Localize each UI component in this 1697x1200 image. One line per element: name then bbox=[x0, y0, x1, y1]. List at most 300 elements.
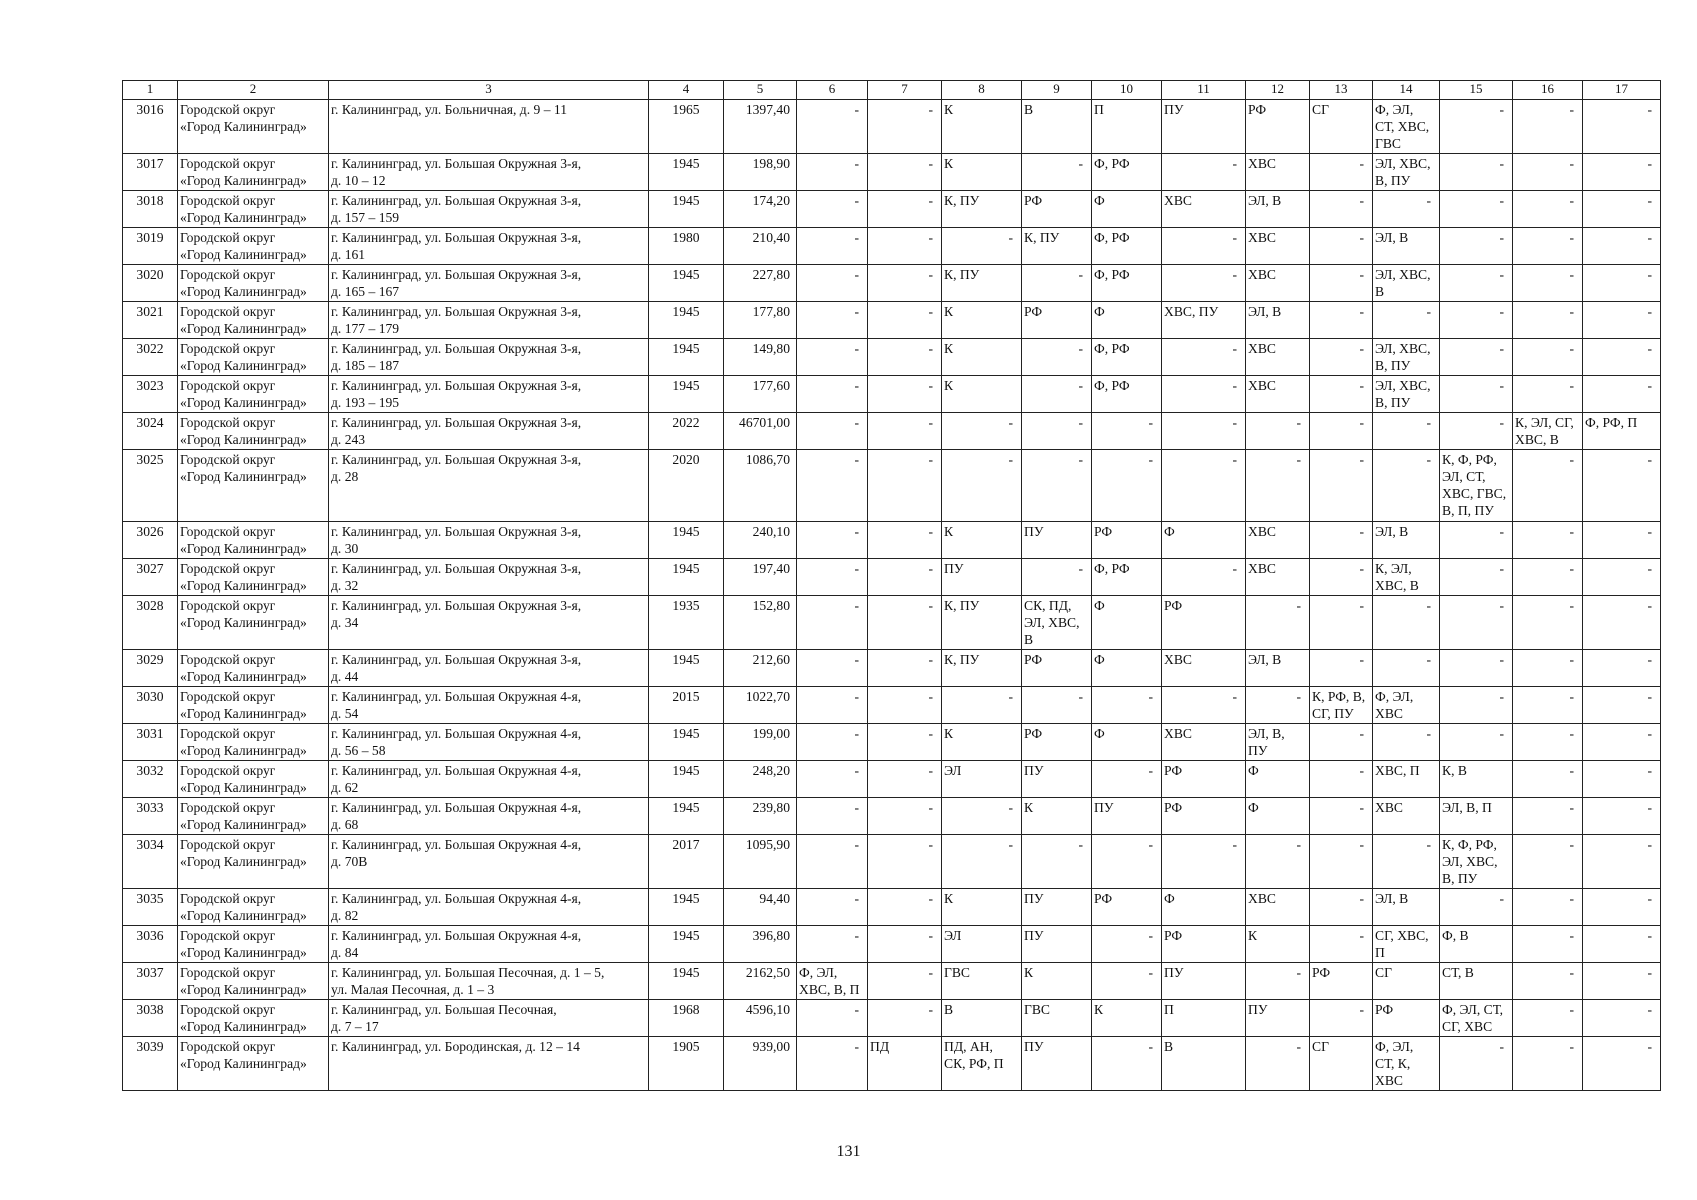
table-cell: ХВС bbox=[1246, 889, 1310, 926]
table-cell: ПУ bbox=[1092, 798, 1162, 835]
table-cell: 3017 bbox=[123, 154, 178, 191]
table-cell: ПД, АН, СК, РФ, П bbox=[942, 1037, 1022, 1091]
table-cell: ХВС bbox=[1373, 798, 1440, 835]
table-cell: К bbox=[942, 302, 1022, 339]
table-cell: - bbox=[797, 798, 868, 835]
table-cell: - bbox=[1092, 687, 1162, 724]
table-cell: - bbox=[1022, 450, 1092, 522]
table-cell: - bbox=[868, 413, 942, 450]
table-cell: Ф, РФ bbox=[1092, 265, 1162, 302]
table-cell: Городской округ «Город Калининград» bbox=[178, 596, 329, 650]
table-row bbox=[123, 798, 1661, 835]
table-cell: Ф, ЭЛ, СТ, К, ХВС bbox=[1373, 1037, 1440, 1091]
table-cell: - bbox=[1246, 596, 1310, 650]
table-cell: - bbox=[797, 724, 868, 761]
table-cell: 1945 bbox=[649, 926, 724, 963]
table-cell: - bbox=[868, 302, 942, 339]
table-cell: 3035 bbox=[123, 889, 178, 926]
table-cell: К bbox=[942, 376, 1022, 413]
table-cell: - bbox=[1373, 650, 1440, 687]
table-cell: 199,00 bbox=[724, 724, 797, 761]
table-cell: - bbox=[1583, 926, 1661, 963]
column-header: 9 bbox=[1022, 81, 1092, 100]
table-cell: К, ПУ bbox=[942, 265, 1022, 302]
table-cell: 3025 bbox=[123, 450, 178, 522]
table-cell: г. Калининград, ул. Большая Окружная 3-я, д. 10 – 12 bbox=[329, 154, 649, 191]
table-cell: - bbox=[1022, 154, 1092, 191]
table-cell: 152,80 bbox=[724, 596, 797, 650]
table-cell: 1086,70 bbox=[724, 450, 797, 522]
table-cell: СГ, ХВС, П bbox=[1373, 926, 1440, 963]
table-cell: Городской округ «Город Калининград» bbox=[178, 650, 329, 687]
column-header: 12 bbox=[1246, 81, 1310, 100]
table-cell: - bbox=[868, 339, 942, 376]
table-cell: 4596,10 bbox=[724, 1000, 797, 1037]
table-cell: 2022 bbox=[649, 413, 724, 450]
table-cell: - bbox=[868, 228, 942, 265]
table-cell: - bbox=[868, 761, 942, 798]
table-cell: - bbox=[1583, 650, 1661, 687]
table-cell: - bbox=[1246, 687, 1310, 724]
table-cell: 1945 bbox=[649, 191, 724, 228]
table-cell: г. Калининград, ул. Большая Окружная 3-я, д. 44 bbox=[329, 650, 649, 687]
table-cell: Ф bbox=[1092, 650, 1162, 687]
table-cell: Городской округ «Город Калининград» bbox=[178, 450, 329, 522]
table-cell: - bbox=[1513, 376, 1583, 413]
table-cell: Городской округ «Город Калининград» bbox=[178, 413, 329, 450]
table-cell: - bbox=[1513, 265, 1583, 302]
table-cell: 3038 bbox=[123, 1000, 178, 1037]
table-cell: Городской округ «Город Калининград» bbox=[178, 228, 329, 265]
table-row bbox=[123, 265, 1661, 302]
table-cell: 2017 bbox=[649, 835, 724, 889]
table-cell: К, ПУ bbox=[942, 650, 1022, 687]
table-cell: - bbox=[1310, 376, 1373, 413]
table-cell: РФ bbox=[1022, 191, 1092, 228]
table-cell: - bbox=[1022, 339, 1092, 376]
buildings-table bbox=[122, 80, 1661, 1091]
table-cell: г. Калининград, ул. Большая Окружная 4-я, д. 70В bbox=[329, 835, 649, 889]
table-cell: - bbox=[1373, 302, 1440, 339]
table-cell: - bbox=[1583, 302, 1661, 339]
table-cell: 1980 bbox=[649, 228, 724, 265]
table-cell: - bbox=[797, 450, 868, 522]
table-cell: К, ЭЛ, ХВС, В bbox=[1373, 559, 1440, 596]
table-cell: - bbox=[1246, 450, 1310, 522]
table-cell: - bbox=[868, 650, 942, 687]
table-cell: Ф bbox=[1092, 596, 1162, 650]
column-header: 2 bbox=[178, 81, 329, 100]
table-cell: - bbox=[868, 889, 942, 926]
table-cell: - bbox=[797, 339, 868, 376]
table-cell: 248,20 bbox=[724, 761, 797, 798]
table-cell: Ф bbox=[1092, 191, 1162, 228]
table-row bbox=[123, 687, 1661, 724]
table-cell: - bbox=[1583, 687, 1661, 724]
table-cell: - bbox=[1022, 413, 1092, 450]
table-cell: - bbox=[797, 154, 868, 191]
table-cell: 3018 bbox=[123, 191, 178, 228]
table-cell: - bbox=[1513, 687, 1583, 724]
table-cell: 227,80 bbox=[724, 265, 797, 302]
table-cell: - bbox=[1513, 835, 1583, 889]
table-cell: ПУ bbox=[1162, 963, 1246, 1000]
table-row bbox=[123, 228, 1661, 265]
table-cell: - bbox=[1583, 596, 1661, 650]
table-cell: ЭЛ, В bbox=[1373, 889, 1440, 926]
table-cell: Ф, РФ bbox=[1092, 154, 1162, 191]
table-cell: - bbox=[797, 926, 868, 963]
table-cell: ХВС bbox=[1246, 265, 1310, 302]
table-cell: г. Калининград, ул. Большая Окружная 3-я, д. 243 bbox=[329, 413, 649, 450]
column-header: 15 bbox=[1440, 81, 1513, 100]
table-cell: 174,20 bbox=[724, 191, 797, 228]
table-cell: 3028 bbox=[123, 596, 178, 650]
table-cell: 939,00 bbox=[724, 1037, 797, 1091]
table-cell: - bbox=[797, 596, 868, 650]
table-cell: - bbox=[1583, 761, 1661, 798]
table-cell: - bbox=[1373, 835, 1440, 889]
table-cell: - bbox=[1162, 154, 1246, 191]
table-cell: 1945 bbox=[649, 154, 724, 191]
table-cell: 1945 bbox=[649, 559, 724, 596]
table-cell: - bbox=[1310, 265, 1373, 302]
table-cell: г. Калининград, ул. Большая Окружная 3-я, д. 157 – 159 bbox=[329, 191, 649, 228]
table-cell: - bbox=[797, 889, 868, 926]
column-header: 13 bbox=[1310, 81, 1373, 100]
table-cell: К bbox=[1022, 963, 1092, 1000]
table-cell: - bbox=[1310, 559, 1373, 596]
table-cell: г. Калининград, ул. Большая Окружная 4-я, д. 84 bbox=[329, 926, 649, 963]
table-cell: РФ bbox=[1310, 963, 1373, 1000]
table-cell: - bbox=[1583, 265, 1661, 302]
table-cell: - bbox=[1583, 559, 1661, 596]
table-cell: СГ bbox=[1373, 963, 1440, 1000]
table-cell: 1945 bbox=[649, 302, 724, 339]
table-cell: - bbox=[1583, 339, 1661, 376]
table-cell: К, Ф, РФ, ЭЛ, ХВС, В, ПУ bbox=[1440, 835, 1513, 889]
table-cell: СГ bbox=[1310, 1037, 1373, 1091]
table-cell: 1945 bbox=[649, 265, 724, 302]
table-cell: - bbox=[1583, 889, 1661, 926]
table-cell: СГ bbox=[1310, 100, 1373, 154]
table-row bbox=[123, 522, 1661, 559]
table-cell: - bbox=[1513, 1000, 1583, 1037]
table-cell: - bbox=[1162, 559, 1246, 596]
table-cell: - bbox=[797, 413, 868, 450]
table-cell: 3030 bbox=[123, 687, 178, 724]
table-cell: - bbox=[1310, 724, 1373, 761]
table-cell: 1945 bbox=[649, 522, 724, 559]
table-cell: В bbox=[942, 1000, 1022, 1037]
table-cell: - bbox=[1092, 1037, 1162, 1091]
table-cell: - bbox=[1310, 339, 1373, 376]
table-cell: 197,40 bbox=[724, 559, 797, 596]
table-cell: - bbox=[1162, 413, 1246, 450]
table-cell: Ф bbox=[1092, 724, 1162, 761]
table-cell: - bbox=[1246, 1037, 1310, 1091]
table-cell: - bbox=[1583, 154, 1661, 191]
table-cell: К bbox=[942, 724, 1022, 761]
table-row bbox=[123, 559, 1661, 596]
table-cell: Городской округ «Город Калининград» bbox=[178, 963, 329, 1000]
table-cell: Ф, ЭЛ, СТ, ХВС, ГВС bbox=[1373, 100, 1440, 154]
table-cell: ХВС bbox=[1246, 228, 1310, 265]
table-cell: - bbox=[1440, 522, 1513, 559]
table-cell: г. Калининград, ул. Большая Песочная, д. 7 – 17 bbox=[329, 1000, 649, 1037]
table-cell: - bbox=[797, 559, 868, 596]
table-cell: - bbox=[1310, 154, 1373, 191]
table-cell: - bbox=[1373, 191, 1440, 228]
table-cell: 3029 bbox=[123, 650, 178, 687]
table-cell: РФ bbox=[1092, 522, 1162, 559]
table-cell: Ф, В bbox=[1440, 926, 1513, 963]
table-cell: 1945 bbox=[649, 889, 724, 926]
table-cell: К bbox=[1022, 798, 1092, 835]
table-cell: - bbox=[1162, 228, 1246, 265]
table-cell: г. Калининград, ул. Большая Окружная 3-я, д. 161 bbox=[329, 228, 649, 265]
table-cell: 3027 bbox=[123, 559, 178, 596]
table-row bbox=[123, 889, 1661, 926]
table-cell: - bbox=[1513, 100, 1583, 154]
table-cell: - bbox=[797, 1000, 868, 1037]
table-cell: Ф bbox=[1246, 798, 1310, 835]
table-cell: - bbox=[1373, 450, 1440, 522]
table-cell: 1945 bbox=[649, 761, 724, 798]
column-header: 11 bbox=[1162, 81, 1246, 100]
table-cell: - bbox=[1310, 761, 1373, 798]
table-cell: РФ bbox=[1162, 761, 1246, 798]
table-cell: Городской округ «Город Калининград» bbox=[178, 376, 329, 413]
table-cell: - bbox=[1310, 596, 1373, 650]
table-cell: ХВС bbox=[1246, 154, 1310, 191]
table-cell: Ф, РФ bbox=[1092, 228, 1162, 265]
table-cell: К, ПУ bbox=[1022, 228, 1092, 265]
table-cell: - bbox=[1513, 926, 1583, 963]
table-cell: - bbox=[1583, 835, 1661, 889]
column-header: 14 bbox=[1373, 81, 1440, 100]
table-cell: - bbox=[1162, 450, 1246, 522]
table-cell: - bbox=[1310, 650, 1373, 687]
table-cell: РФ bbox=[1092, 889, 1162, 926]
table-cell: К, В bbox=[1440, 761, 1513, 798]
table-cell: Ф, ЭЛ, ХВС bbox=[1373, 687, 1440, 724]
table-cell: 2015 bbox=[649, 687, 724, 724]
table-cell: - bbox=[942, 687, 1022, 724]
table-cell: - bbox=[1440, 413, 1513, 450]
table-cell: - bbox=[1022, 687, 1092, 724]
table-cell: - bbox=[1310, 926, 1373, 963]
table-cell: Городской округ «Город Калининград» bbox=[178, 100, 329, 154]
table-cell: - bbox=[1440, 687, 1513, 724]
table-cell: РФ bbox=[1162, 798, 1246, 835]
table-cell: 239,80 bbox=[724, 798, 797, 835]
table-cell: - bbox=[1513, 798, 1583, 835]
table-cell: - bbox=[1513, 596, 1583, 650]
table-cell: - bbox=[1162, 339, 1246, 376]
table-cell: 198,90 bbox=[724, 154, 797, 191]
table-cell: ЭЛ bbox=[942, 926, 1022, 963]
column-header: 16 bbox=[1513, 81, 1583, 100]
column-header: 10 bbox=[1092, 81, 1162, 100]
table-cell: Городской округ «Город Калининград» bbox=[178, 835, 329, 889]
table-cell: ЭЛ, В bbox=[1373, 522, 1440, 559]
table-cell: РФ bbox=[1162, 596, 1246, 650]
table-cell: ЭЛ, ХВС, В, ПУ bbox=[1373, 154, 1440, 191]
table-cell: - bbox=[1373, 724, 1440, 761]
table-cell: Городской округ «Город Калининград» bbox=[178, 522, 329, 559]
table-cell: Городской округ «Город Калининград» bbox=[178, 687, 329, 724]
table-cell: - bbox=[797, 191, 868, 228]
table-cell: - bbox=[1513, 889, 1583, 926]
table-cell: - bbox=[1310, 835, 1373, 889]
table-row bbox=[123, 450, 1661, 522]
table-cell: 177,60 bbox=[724, 376, 797, 413]
table-cell: ХВС bbox=[1162, 724, 1246, 761]
table-cell: Городской округ «Город Калининград» bbox=[178, 302, 329, 339]
table-cell: - bbox=[1513, 154, 1583, 191]
table-cell: г. Калининград, ул. Большая Окружная 3-я, д. 193 – 195 bbox=[329, 376, 649, 413]
table-cell: - bbox=[942, 228, 1022, 265]
table-cell: ХВС bbox=[1162, 191, 1246, 228]
table-row bbox=[123, 1037, 1661, 1091]
table-cell: - bbox=[797, 100, 868, 154]
table-cell: - bbox=[1513, 191, 1583, 228]
table-cell: - bbox=[1440, 228, 1513, 265]
table-cell: 3021 bbox=[123, 302, 178, 339]
table-cell: ЭЛ bbox=[942, 761, 1022, 798]
table-cell: - bbox=[868, 724, 942, 761]
table-cell: - bbox=[1583, 522, 1661, 559]
table-cell: - bbox=[1246, 835, 1310, 889]
table-cell: - bbox=[868, 191, 942, 228]
table-cell: - bbox=[1440, 1037, 1513, 1091]
table-cell: 210,40 bbox=[724, 228, 797, 265]
table-cell: К, ПУ bbox=[942, 596, 1022, 650]
table-cell: г. Калининград, ул. Больничная, д. 9 – 11 bbox=[329, 100, 649, 154]
table-cell: ЭЛ, ХВС, В, ПУ bbox=[1373, 376, 1440, 413]
table-cell: ЭЛ, В, ПУ bbox=[1246, 724, 1310, 761]
table-cell: - bbox=[1513, 302, 1583, 339]
table-cell: - bbox=[868, 376, 942, 413]
table-cell: 3023 bbox=[123, 376, 178, 413]
table-cell: - bbox=[1246, 413, 1310, 450]
table-cell: - bbox=[1022, 835, 1092, 889]
table-cell: - bbox=[1583, 1000, 1661, 1037]
table-cell: РФ bbox=[1246, 100, 1310, 154]
table-cell: - bbox=[1583, 963, 1661, 1000]
table-cell: 1397,40 bbox=[724, 100, 797, 154]
table-cell: - bbox=[1513, 339, 1583, 376]
table-cell: ХВС bbox=[1246, 559, 1310, 596]
table-cell: ГВС bbox=[942, 963, 1022, 1000]
table-cell: - bbox=[1310, 413, 1373, 450]
table-cell: - bbox=[1583, 100, 1661, 154]
table-cell: 3036 bbox=[123, 926, 178, 963]
table-cell: ЭЛ, В bbox=[1373, 228, 1440, 265]
column-header: 3 bbox=[329, 81, 649, 100]
table-cell: ПУ bbox=[1022, 926, 1092, 963]
table-cell: В bbox=[1162, 1037, 1246, 1091]
table-cell: К bbox=[942, 100, 1022, 154]
table-row bbox=[123, 376, 1661, 413]
table-cell: - bbox=[1373, 413, 1440, 450]
table-cell: г. Калининград, ул. Большая Окружная 4-я, д. 56 – 58 bbox=[329, 724, 649, 761]
table-cell: - bbox=[868, 596, 942, 650]
table-cell: - bbox=[1092, 963, 1162, 1000]
table-cell: - bbox=[1513, 963, 1583, 1000]
table-cell: - bbox=[1583, 191, 1661, 228]
table-cell: 177,80 bbox=[724, 302, 797, 339]
table-cell: - bbox=[1310, 228, 1373, 265]
table-cell: 1945 bbox=[649, 376, 724, 413]
table-cell: - bbox=[868, 798, 942, 835]
table-row bbox=[123, 154, 1661, 191]
table-cell: - bbox=[797, 761, 868, 798]
table-cell: СК, ПД, ЭЛ, ХВС, В bbox=[1022, 596, 1092, 650]
table-cell: - bbox=[1162, 687, 1246, 724]
table-cell: К bbox=[1246, 926, 1310, 963]
table-cell: Городской округ «Город Калининград» bbox=[178, 1000, 329, 1037]
table-cell: К, Ф, РФ, ЭЛ, СТ, ХВС, ГВС, В, П, ПУ bbox=[1440, 450, 1513, 522]
table-cell: ПУ bbox=[1162, 100, 1246, 154]
column-header: 6 bbox=[797, 81, 868, 100]
table-cell: ПУ bbox=[1246, 1000, 1310, 1037]
table-cell: 1945 bbox=[649, 798, 724, 835]
table-cell: - bbox=[1022, 376, 1092, 413]
table-cell: Городской округ «Город Калининград» bbox=[178, 761, 329, 798]
table-cell: ЭЛ, ХВС, В bbox=[1373, 265, 1440, 302]
table-cell: - bbox=[1513, 228, 1583, 265]
table-cell: 3024 bbox=[123, 413, 178, 450]
table-cell: - bbox=[868, 100, 942, 154]
table-cell: - bbox=[797, 687, 868, 724]
table-cell: - bbox=[1583, 1037, 1661, 1091]
table-cell: - bbox=[1162, 835, 1246, 889]
table-cell: - bbox=[1583, 724, 1661, 761]
table-cell: - bbox=[1513, 650, 1583, 687]
table-cell: - bbox=[1092, 835, 1162, 889]
table-cell: ЭЛ, В bbox=[1246, 191, 1310, 228]
table-cell: - bbox=[1162, 376, 1246, 413]
table-cell: г. Калининград, ул. Большая Окружная 3-я, д. 32 bbox=[329, 559, 649, 596]
table-cell: 1935 bbox=[649, 596, 724, 650]
table-cell: 3031 bbox=[123, 724, 178, 761]
column-header: 7 bbox=[868, 81, 942, 100]
table-cell: г. Калининград, ул. Большая Окружная 3-я, д. 177 – 179 bbox=[329, 302, 649, 339]
table-cell: - bbox=[1310, 522, 1373, 559]
table-row bbox=[123, 926, 1661, 963]
table-cell: 46701,00 bbox=[724, 413, 797, 450]
table-cell: ГВС bbox=[1022, 1000, 1092, 1037]
table-cell: - bbox=[868, 265, 942, 302]
table-cell: - bbox=[797, 302, 868, 339]
table-cell: РФ bbox=[1373, 1000, 1440, 1037]
table-cell: - bbox=[1022, 559, 1092, 596]
table-cell: - bbox=[1583, 798, 1661, 835]
table-cell: 3020 bbox=[123, 265, 178, 302]
table-cell: Городской округ «Город Калининград» bbox=[178, 724, 329, 761]
table-row bbox=[123, 1000, 1661, 1037]
table-cell: 1905 bbox=[649, 1037, 724, 1091]
table-cell: - bbox=[868, 559, 942, 596]
table-cell: - bbox=[868, 687, 942, 724]
table-cell: 1965 bbox=[649, 100, 724, 154]
table-cell: ХВС bbox=[1162, 650, 1246, 687]
table-cell: ПУ bbox=[942, 559, 1022, 596]
header-row bbox=[123, 81, 1661, 100]
table-cell: г. Калининград, ул. Большая Окружная 3-я, д. 30 bbox=[329, 522, 649, 559]
